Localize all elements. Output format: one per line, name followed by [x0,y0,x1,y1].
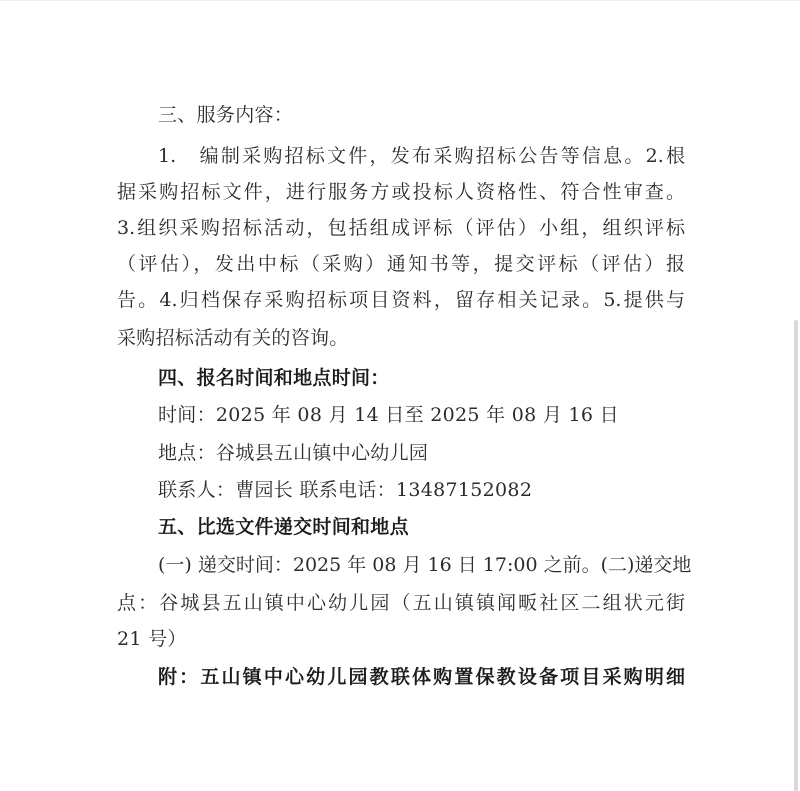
section-5-line-3: 21 号） [117,628,187,650]
top-divider [0,0,800,1]
section-3-line-3: 3.组织采购招标活动，包括组成评标（评估）小组，组织评标 [117,217,685,239]
section-3-line-5: 告。4.归档保存采购招标项目资料，留存相关记录。5.提供与 [117,289,685,311]
section-4-heading: 四、报名时间和地点时间： [158,367,390,389]
appendix-title: 附：五山镇中心幼儿园教联体购置保教设备项目采购明细 [158,666,685,688]
section-3-line-2: 据采购招标文件，进行服务方或投标人资格性、符合性审查。 [117,181,685,203]
registration-place: 地点：谷城县五山镇中心幼儿园 [158,442,429,464]
scrollbar[interactable] [794,320,798,791]
section-5-line-2: 点：谷城县五山镇中心幼儿园（五山镇镇闻畈社区二组状元街 [117,592,685,614]
section-3-line-1: 1. 编制采购招标文件，发布采购招标公告等信息。2.根 [158,145,685,167]
section-3-heading: 三、服务内容： [158,104,294,126]
section-5-heading: 五、比选文件递交时间和地点 [158,516,409,538]
registration-time: 时间：2025 年 08 月 14 日至 2025 年 08 月 16 日 [158,404,619,426]
section-3-line-4: （评估），发出中标（采购）通知书等，提交评标（评估）报 [117,253,685,275]
section-5-line-1: (一) 递交时间：2025 年 08 月 16 日 17:00 之前。(二)递交地 [158,554,692,576]
contact-info: 联系人：曹园长 联系电话：13487152082 [158,479,533,501]
section-3-line-6: 采购招标活动有关的咨询。 [117,327,349,349]
